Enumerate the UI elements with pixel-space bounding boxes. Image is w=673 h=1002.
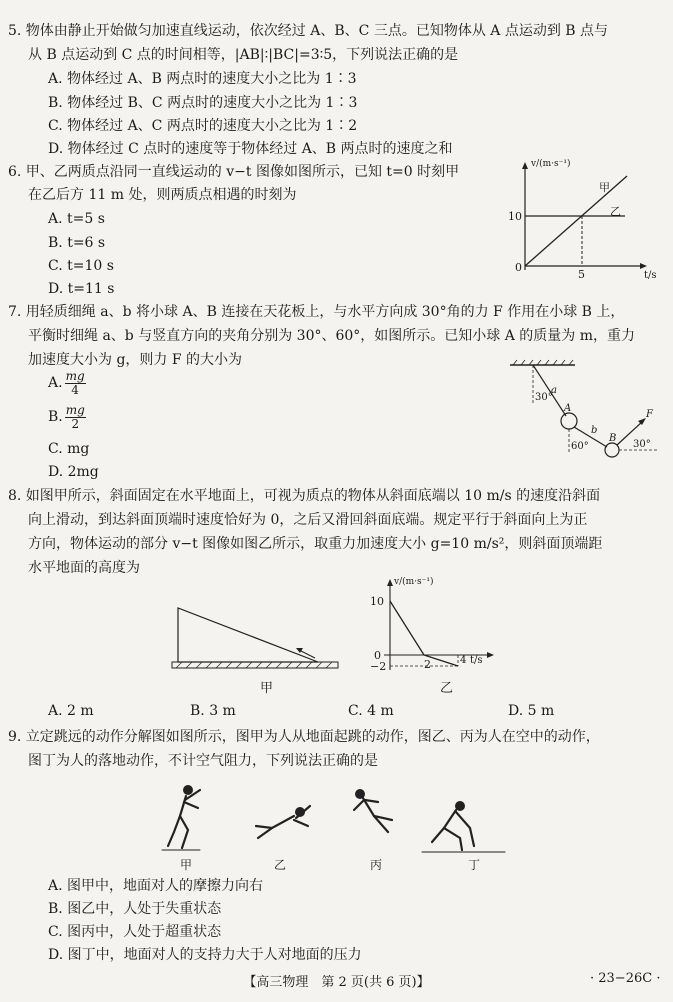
- q9-figure-jia: [162, 785, 200, 850]
- q8-stem-line3: 方向，物体运动的部分 v−t 图像如图乙所示，取重力加速度大小 g=10 m/s²，则斜面顶端距: [28, 536, 603, 552]
- q7-angle-30-f: 30°: [633, 439, 651, 450]
- q8-graph-x-end: 4: [460, 655, 467, 666]
- q6-graph-origin: 0: [515, 261, 522, 274]
- q8-stem-line2: 向上滑动，到达斜面顶端时速度恰好为 0，之后又滑回斜面底端。规定平行于斜面向上为正: [28, 512, 588, 528]
- q7-angle-30-a: 30°: [535, 392, 553, 403]
- q6-vt-graph: [505, 158, 660, 280]
- q6-graph-label-jia: 甲: [599, 181, 610, 194]
- q9-option-d: D. 图丁中，地面对人的支持力大于人对地面的压力: [48, 947, 362, 963]
- q6-stem-line1: 6. 甲、乙两质点沿同一直线运动的 v−t 图像如图所示，已知 t=0 时刻甲: [8, 164, 460, 180]
- q7-rope-a-label: a: [551, 385, 557, 396]
- q6-stem-line2: 在乙后方 11 m 处，则两质点相遇的时刻为: [28, 187, 297, 203]
- q6-option-b: B. t=6 s: [48, 235, 106, 251]
- q7-stem-line1: 7. 用轻质细绳 a、b 将小球 A、B 连接在天花板上，与水平方向成 30°角的力 F 作用在小球 B 上，: [8, 304, 625, 320]
- q7-rope-b-label: b: [591, 425, 598, 436]
- q7-option-d: D. 2mg: [48, 464, 99, 480]
- q7-ball-a-label: A: [564, 403, 572, 414]
- q5-option-b: B. 物体经过 B、C 两点时的速度大小之比为 1∶3: [48, 95, 358, 111]
- q5-option-c: C. 物体经过 A、C 两点时的速度大小之比为 1∶2: [48, 118, 358, 134]
- q7-option-b-numerator: mg: [65, 402, 85, 417]
- q6-graph-xlabel: t/s: [644, 270, 657, 280]
- q7-option-a-prefix: A.: [48, 375, 63, 391]
- q6-graph-label-yi: 乙: [610, 205, 621, 218]
- q7-option-c: C. mg: [48, 441, 90, 457]
- q8-stem-line4: 水平地面的高度为: [28, 560, 140, 576]
- q7-option-b-denominator: 2: [71, 416, 80, 431]
- q7-stem-line3: 加速度大小为 g，则力 F 的大小为: [28, 352, 243, 368]
- q9-caption-jia: 甲: [180, 858, 193, 872]
- q9-caption-yi: 乙: [274, 858, 287, 872]
- q6-option-d: D. t=11 s: [48, 281, 115, 297]
- q8-option-a: A. 2 m: [48, 703, 94, 719]
- q9-stem-line2: 图丁为人的落地动作，不计空气阻力，下列说法正确的是: [28, 753, 378, 769]
- q6-graph-ylabel: v/(m·s⁻¹): [531, 159, 571, 169]
- q8-graph-xlabel: t/s: [470, 655, 483, 666]
- q8-graph-y-zero: 0: [374, 649, 381, 662]
- q6-option-a: A. t=5 s: [48, 211, 105, 227]
- q8-caption-yi: 乙: [440, 681, 454, 696]
- q7-option-a-denominator: 4: [71, 382, 79, 397]
- q5-stem-line1: 5. 物体由静止开始做匀加速直线运动，依次经过 A、B、C 三点。已知物体从 A 点运动到 B 点与: [8, 23, 609, 39]
- q9-figure-bing: [354, 789, 392, 832]
- q8-option-d: D. 5 m: [508, 703, 555, 719]
- q7-option-a-numerator: mg: [65, 368, 85, 383]
- q8-vt-graph: [360, 575, 520, 675]
- q9-option-a: A. 图甲中，地面对人的摩擦力向右: [48, 878, 264, 894]
- q8-stem-line1: 8. 如图甲所示，斜面固定在水平地面上，可视为质点的物体从斜面底端以 10 m/s 的速度沿斜面: [8, 488, 601, 504]
- q8-option-c: C. 4 m: [348, 703, 394, 719]
- q7-option-b: [48, 402, 86, 432]
- q9-figure-yi: [256, 806, 310, 838]
- q8-incline-figure: [170, 600, 340, 678]
- q7-option-b-prefix: B.: [48, 409, 63, 425]
- page-footer: 【高三物理 第 2 页(共 6 页)】: [243, 975, 430, 990]
- q5-stem-line2: 从 B 点运动到 C 点的时间相等，|AB|∶|BC|=3∶5，下列说法正确的是: [28, 47, 459, 63]
- q9-caption-ding: 丁: [468, 858, 481, 872]
- q9-option-c: C. 图丙中，人处于超重状态: [48, 924, 222, 940]
- q7-ball-rope-figure: [505, 355, 665, 465]
- q8-graph-y-top: 10: [370, 595, 384, 608]
- q6-graph-xtick: 5: [578, 268, 585, 280]
- q8-graph-ylabel: v/(m·s⁻¹): [394, 577, 434, 587]
- q8-graph-x-mid: 2: [424, 658, 431, 671]
- q7-stem-line2: 平衡时细绳 a、b 与竖直方向的夹角分别为 30°、60°，如图所示。已知小球 A 的质量为 m，重力: [28, 328, 636, 344]
- q7-angle-60: 60°: [571, 441, 589, 452]
- q7-option-a: [48, 368, 86, 398]
- q6-graph-ytick: 10: [508, 210, 522, 223]
- q9-stem-line1: 9. 立定跳远的动作分解图如图所示，图甲为人从地面起跳的动作，图乙、丙为人在空中的动作，: [8, 729, 600, 745]
- q8-caption-jia: 甲: [260, 681, 274, 696]
- q9-option-b: B. 图乙中，人处于失重状态: [48, 901, 222, 917]
- q8-option-b: B. 3 m: [190, 703, 236, 719]
- page-code: · 23−26C ·: [590, 971, 661, 986]
- q7-ball-b-label: B: [609, 433, 617, 444]
- q6-option-c: C. t=10 s: [48, 258, 114, 274]
- q8-graph-y-neg: −2: [370, 660, 387, 673]
- q7-force-label: F: [646, 409, 653, 420]
- q5-option-a: A. 物体经过 A、B 两点时的速度大小之比为 1∶3: [48, 71, 357, 87]
- q9-caption-bing: 丙: [370, 858, 383, 872]
- q9-long-jump-figure: [160, 776, 510, 876]
- q9-figure-ding: [422, 801, 505, 852]
- q5-option-d: D. 物体经过 C 点时的速度等于物体经过 A、B 两点时的速度之和: [48, 141, 453, 157]
